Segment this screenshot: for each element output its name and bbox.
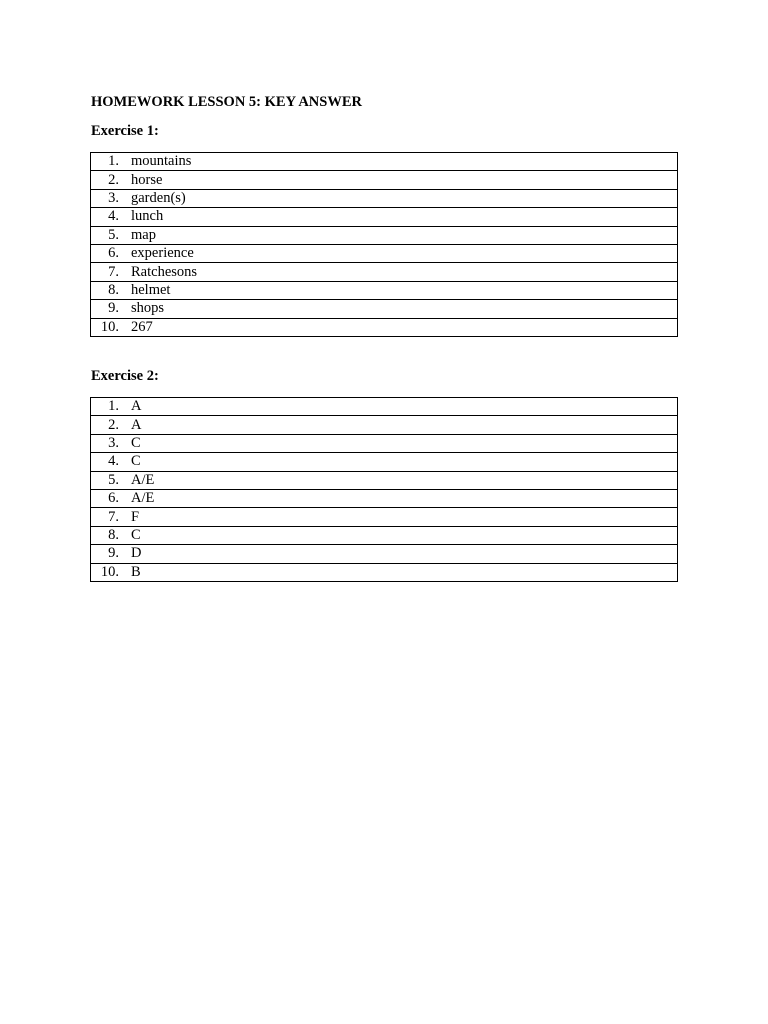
table-row bbox=[91, 471, 678, 489]
exercise-2-heading: Exercise 2: bbox=[91, 368, 159, 384]
answer-cell bbox=[91, 471, 678, 489]
table-row bbox=[91, 226, 678, 244]
table-row bbox=[91, 208, 678, 226]
item-answer: shops bbox=[131, 300, 165, 317]
answer-cell bbox=[91, 208, 678, 226]
table-row bbox=[91, 171, 678, 189]
table-row bbox=[91, 300, 678, 318]
item-number: 6. bbox=[108, 245, 119, 262]
answer-cell bbox=[91, 398, 678, 416]
answer-cell bbox=[91, 189, 678, 207]
answer-cell bbox=[91, 171, 678, 189]
table-row bbox=[91, 416, 678, 434]
answer-cell bbox=[91, 416, 678, 434]
item-answer: A bbox=[131, 398, 142, 415]
table-row bbox=[91, 318, 678, 336]
item-answer: F bbox=[131, 508, 140, 525]
item-number: 7. bbox=[108, 263, 119, 280]
item-answer: 267 bbox=[131, 318, 153, 335]
table-row bbox=[91, 453, 678, 471]
answer-cell bbox=[91, 318, 678, 336]
table-row bbox=[91, 398, 678, 416]
item-answer: C bbox=[131, 434, 141, 451]
item-answer: experience bbox=[131, 245, 194, 262]
table-row bbox=[91, 508, 678, 526]
answer-cell bbox=[91, 434, 678, 452]
document-title: HOMEWORK LESSON 5: KEY ANSWER bbox=[91, 94, 362, 110]
table-row bbox=[91, 563, 678, 581]
item-answer: A/E bbox=[131, 471, 155, 488]
answer-cell bbox=[91, 226, 678, 244]
item-answer: garden(s) bbox=[131, 189, 186, 206]
exercise-2-answer-table bbox=[90, 397, 678, 582]
item-number: 5. bbox=[108, 226, 119, 243]
answer-cell bbox=[91, 300, 678, 318]
table-row bbox=[91, 545, 678, 563]
item-answer: A bbox=[131, 416, 142, 433]
item-answer: B bbox=[131, 563, 141, 580]
item-answer: C bbox=[131, 453, 141, 470]
item-number: 4. bbox=[108, 208, 119, 225]
item-number: 3. bbox=[108, 189, 119, 206]
item-answer: helmet bbox=[131, 281, 171, 298]
item-answer: D bbox=[131, 545, 142, 562]
item-number: 9. bbox=[108, 545, 119, 562]
table-row bbox=[91, 244, 678, 262]
item-number: 1. bbox=[108, 398, 119, 415]
item-number: 2. bbox=[108, 416, 119, 433]
table-row bbox=[91, 153, 678, 171]
table-row bbox=[91, 526, 678, 544]
table-row bbox=[91, 189, 678, 207]
item-answer: map bbox=[131, 226, 156, 243]
table-row bbox=[91, 263, 678, 281]
answer-cell bbox=[91, 453, 678, 471]
table-row bbox=[91, 281, 678, 299]
item-number: 7. bbox=[108, 508, 119, 525]
answer-cell bbox=[91, 153, 678, 171]
exercise-1-answer-table bbox=[90, 152, 678, 337]
item-number: 2. bbox=[108, 171, 119, 188]
item-number: 3. bbox=[108, 434, 119, 451]
answer-cell bbox=[91, 281, 678, 299]
item-answer: A/E bbox=[131, 490, 155, 507]
answer-cell bbox=[91, 545, 678, 563]
answer-cell bbox=[91, 563, 678, 581]
item-number: 5. bbox=[108, 471, 119, 488]
answer-cell bbox=[91, 508, 678, 526]
answer-cell bbox=[91, 263, 678, 281]
answer-cell bbox=[91, 244, 678, 262]
item-number: 10. bbox=[100, 318, 119, 335]
item-number: 4. bbox=[108, 453, 119, 470]
item-answer: lunch bbox=[131, 208, 164, 225]
item-number: 9. bbox=[108, 300, 119, 317]
item-answer: Ratchesons bbox=[131, 263, 198, 280]
table-row bbox=[91, 434, 678, 452]
item-number: 8. bbox=[108, 526, 119, 543]
item-number: 10. bbox=[100, 563, 119, 580]
table-row bbox=[91, 489, 678, 507]
exercise-1-heading: Exercise 1: bbox=[91, 123, 159, 139]
item-answer: C bbox=[131, 526, 141, 543]
answer-cell bbox=[91, 489, 678, 507]
item-number: 8. bbox=[108, 281, 119, 298]
item-number: 6. bbox=[108, 490, 119, 507]
item-number: 1. bbox=[108, 153, 119, 170]
answer-cell bbox=[91, 526, 678, 544]
item-answer: horse bbox=[131, 171, 163, 188]
item-answer: mountains bbox=[131, 153, 192, 170]
